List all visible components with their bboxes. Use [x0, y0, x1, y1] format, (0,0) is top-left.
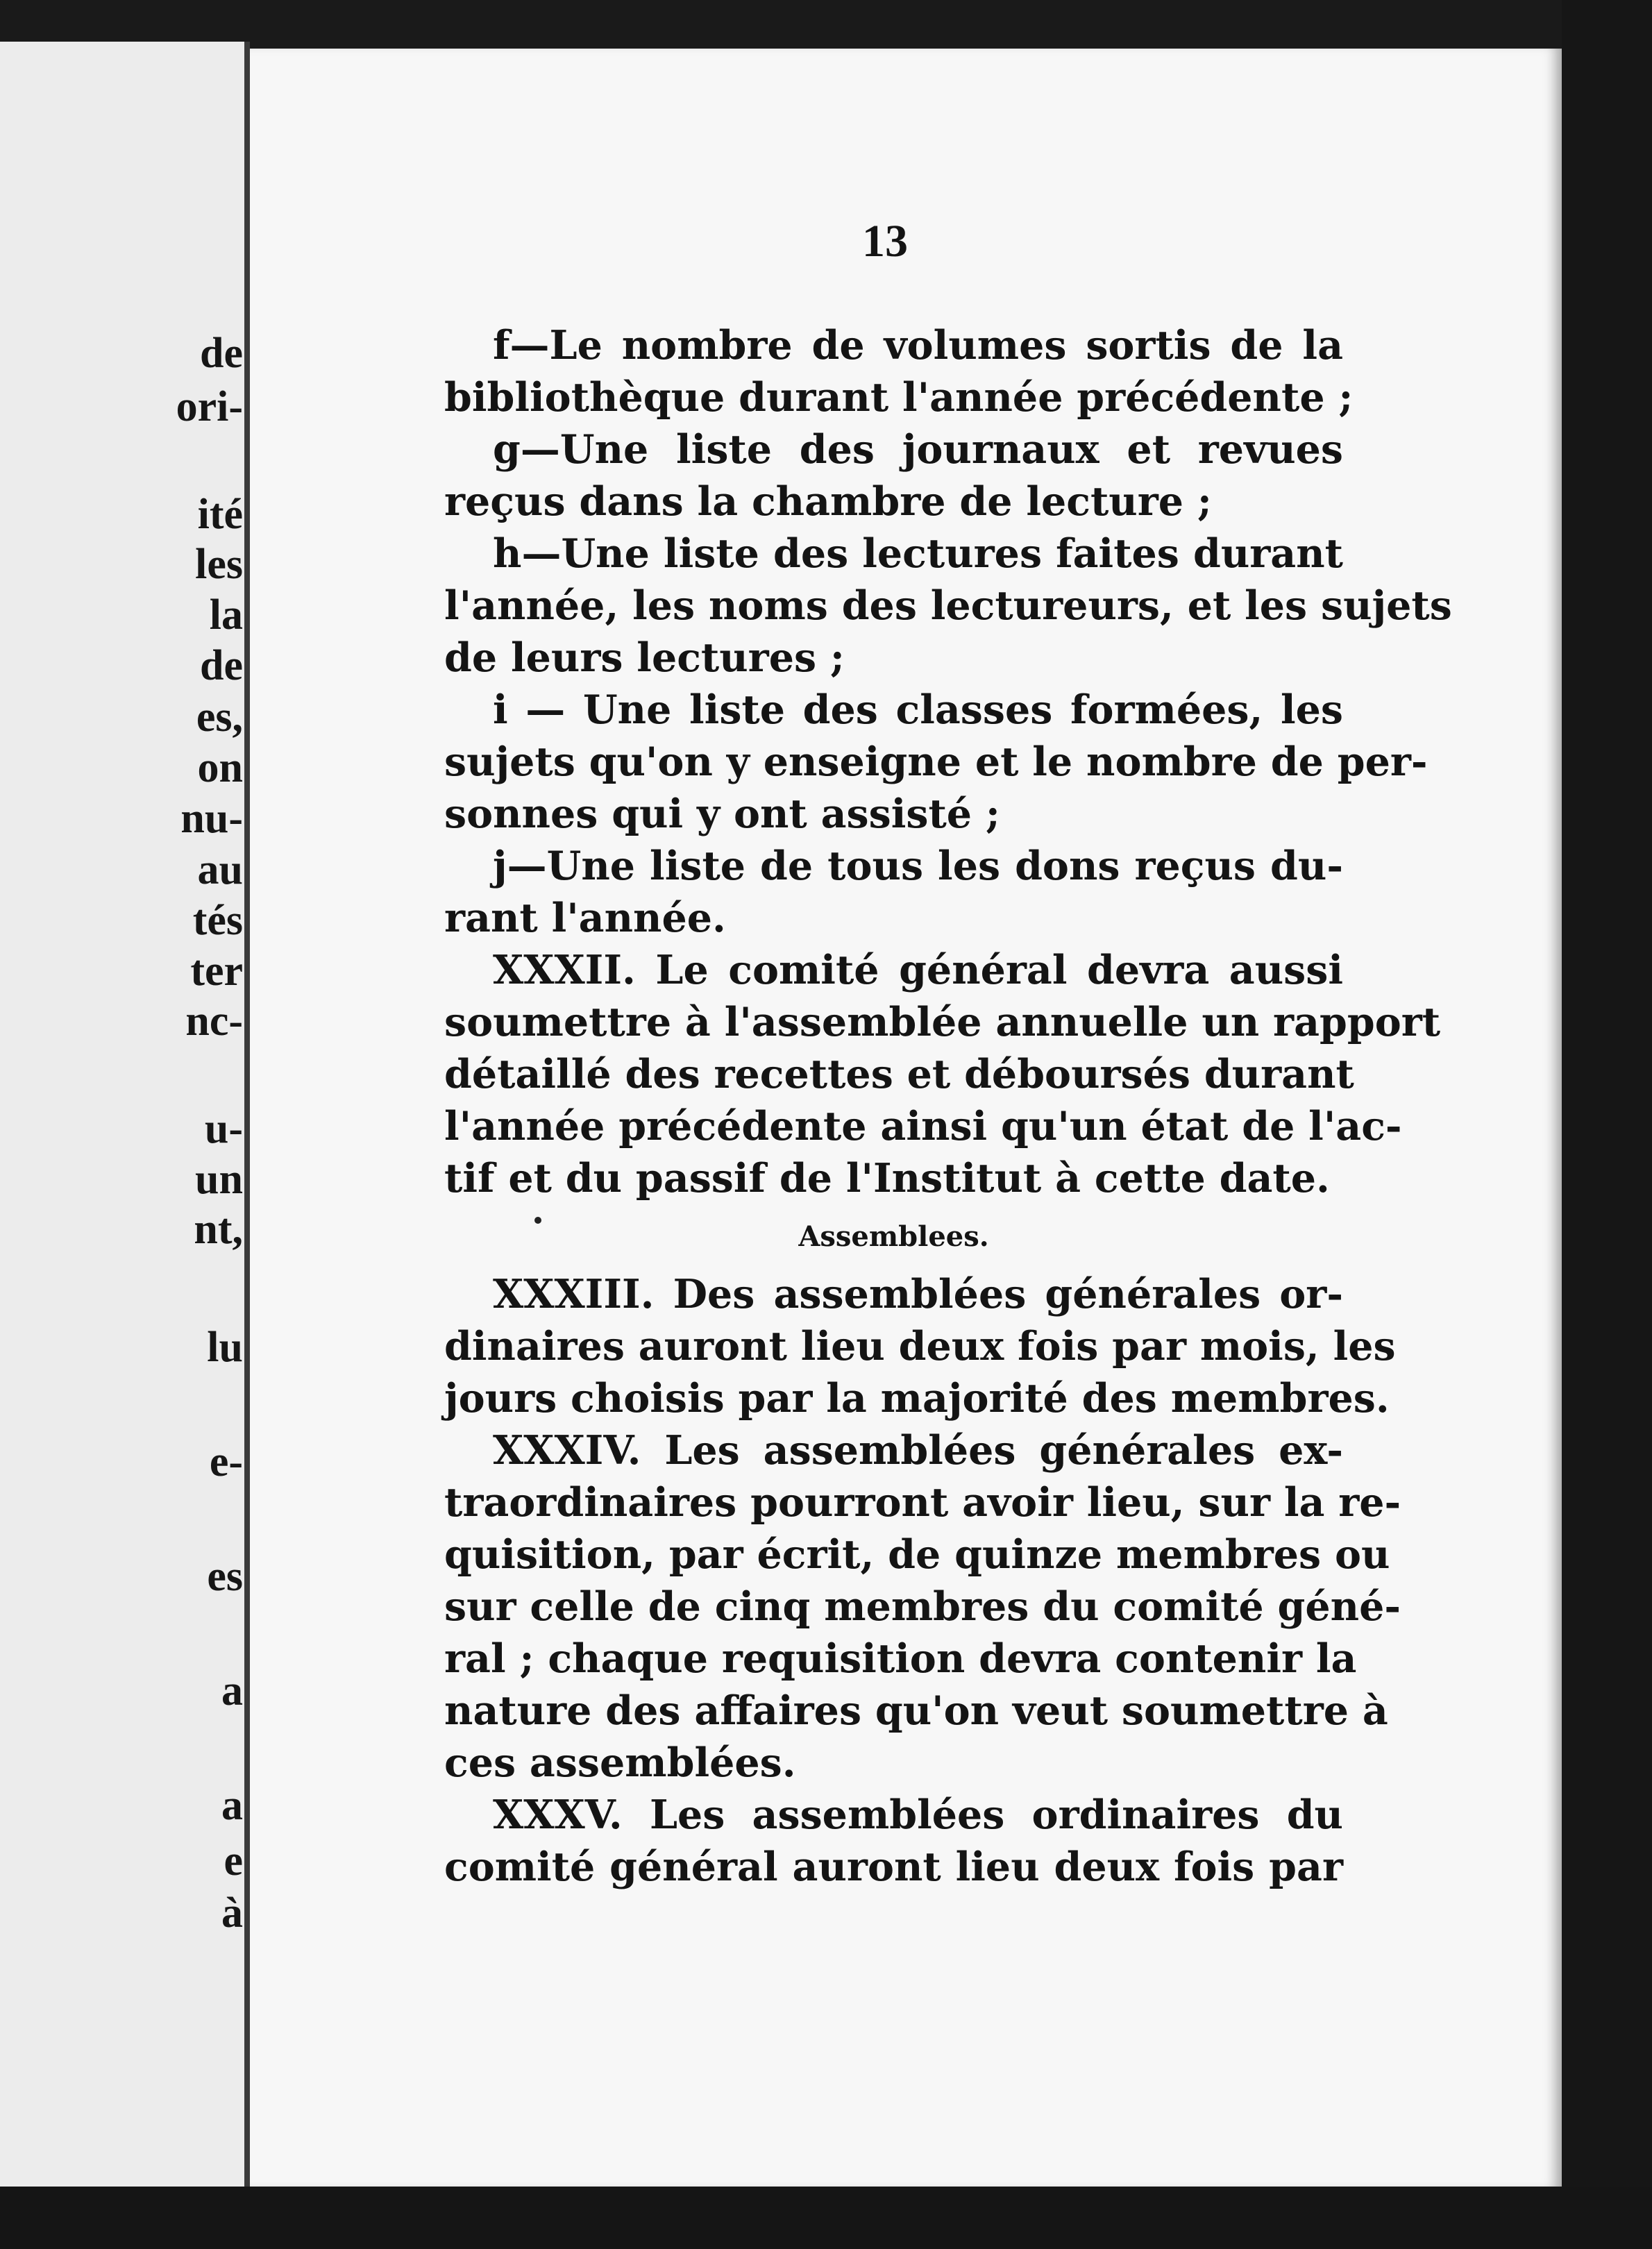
- text-line: soumettre à l'assemblée annuelle un rapport: [444, 999, 1441, 1045]
- list-item: [444, 684, 1428, 840]
- left-fragment: es,: [196, 693, 243, 741]
- text-line: XXXIV. Les assemblées générales ex-: [493, 1427, 1343, 1474]
- left-fragment: e-: [209, 1438, 243, 1485]
- left-fragment: ori-: [176, 383, 243, 430]
- text-line: XXXIII. Des assemblées générales or-: [493, 1271, 1343, 1317]
- text-line: sujets qu'on y enseigne et le nombre de per-: [444, 739, 1428, 785]
- previous-page-fragment: [0, 42, 250, 2193]
- text-line: bibliothèque durant l'année précédente ;: [444, 374, 1354, 421]
- text-line: f—Le nombre de volumes sortis de la: [493, 322, 1343, 369]
- text-line: détaillé des recettes et déboursés durant: [444, 1051, 1354, 1097]
- left-fragment: on: [197, 744, 243, 791]
- page-gutter-line: [244, 42, 250, 2193]
- left-fragment: à: [221, 1889, 243, 1937]
- left-fragment: de: [200, 330, 243, 377]
- article-paragraph: [444, 1789, 1343, 1893]
- text-line: h—Une liste des lectures faites durant: [493, 530, 1343, 577]
- left-fragment: a: [221, 1782, 243, 1829]
- left-fragment: u-: [204, 1105, 243, 1152]
- text-line: XXXV. Les assemblées ordinaires du: [493, 1792, 1343, 1838]
- text-line: g—Une liste des journaux et revues: [493, 426, 1343, 473]
- article-paragraph: [444, 1268, 1396, 1424]
- text-line: i — Une liste des classes formées, les: [493, 687, 1343, 733]
- scan-right-border: [1562, 0, 1652, 2249]
- left-fragment: ter: [190, 947, 243, 995]
- text-line: l'année précédente ainsi qu'un état de l'ac-: [444, 1103, 1402, 1149]
- text-line: nature des affaires qu'on veut soumettre à: [444, 1687, 1388, 1734]
- list-item: [444, 319, 1354, 423]
- list-item: [444, 528, 1452, 684]
- page-number: 13: [862, 216, 908, 267]
- text-line: j—Une liste de tous les dons reçus du-: [493, 843, 1343, 889]
- left-fragment: les: [195, 541, 243, 588]
- text-line: quisition, par écrit, de quinze membres ou: [444, 1531, 1390, 1578]
- left-fragment: tés: [192, 897, 243, 944]
- stray-dot-mark: [534, 1217, 541, 1224]
- left-fragment: au: [197, 846, 243, 893]
- scan-bottom-border: [0, 2187, 1652, 2249]
- left-fragment: nc-: [185, 997, 243, 1045]
- text-line: dinaires auront lieu deux fois par mois, les: [444, 1323, 1396, 1370]
- list-item: [444, 423, 1343, 528]
- left-fragment: ité: [197, 491, 243, 538]
- left-fragment: un: [195, 1156, 243, 1203]
- text-line: XXXII. Le comité général devra aussi: [493, 947, 1343, 993]
- text-line: traordinaires pourront avoir lieu, sur la re-: [444, 1479, 1401, 1526]
- text-line: tif et du passif de l'Institut à cette date.: [444, 1155, 1330, 1202]
- text-line: l'année, les noms des lectureurs, et les sujets: [444, 582, 1452, 629]
- article-paragraph: [444, 1424, 1401, 1789]
- text-line: ral ; chaque requisition devra contenir la: [444, 1635, 1357, 1682]
- article-paragraph: [444, 944, 1441, 1204]
- section-heading: Assemblees.: [798, 1220, 989, 1253]
- left-fragment: lu: [207, 1324, 243, 1371]
- left-fragment: e: [224, 1837, 243, 1885]
- text-line: de leurs lectures ;: [444, 634, 845, 681]
- list-item: [444, 840, 1343, 944]
- text-line: sur celle de cinq membres du comité géné-: [444, 1583, 1401, 1630]
- left-fragment: de: [200, 642, 243, 689]
- left-fragment: nu-: [180, 795, 243, 842]
- text-line: comité général auront lieu deux fois par: [444, 1844, 1343, 1890]
- left-fragment: la: [209, 591, 243, 639]
- text-line: jours choisis par la majorité des membres.: [444, 1375, 1390, 1422]
- left-fragment: nt,: [194, 1206, 243, 1253]
- text-line: rant l'année.: [444, 895, 726, 941]
- text-line: ces assemblées.: [444, 1740, 796, 1786]
- left-fragment: a: [221, 1667, 243, 1715]
- text-line: reçus dans la chambre de lecture ;: [444, 478, 1212, 525]
- left-fragment: es: [207, 1553, 243, 1600]
- text-line: sonnes qui y ont assisté ;: [444, 791, 1000, 837]
- page-body: [444, 319, 1452, 1893]
